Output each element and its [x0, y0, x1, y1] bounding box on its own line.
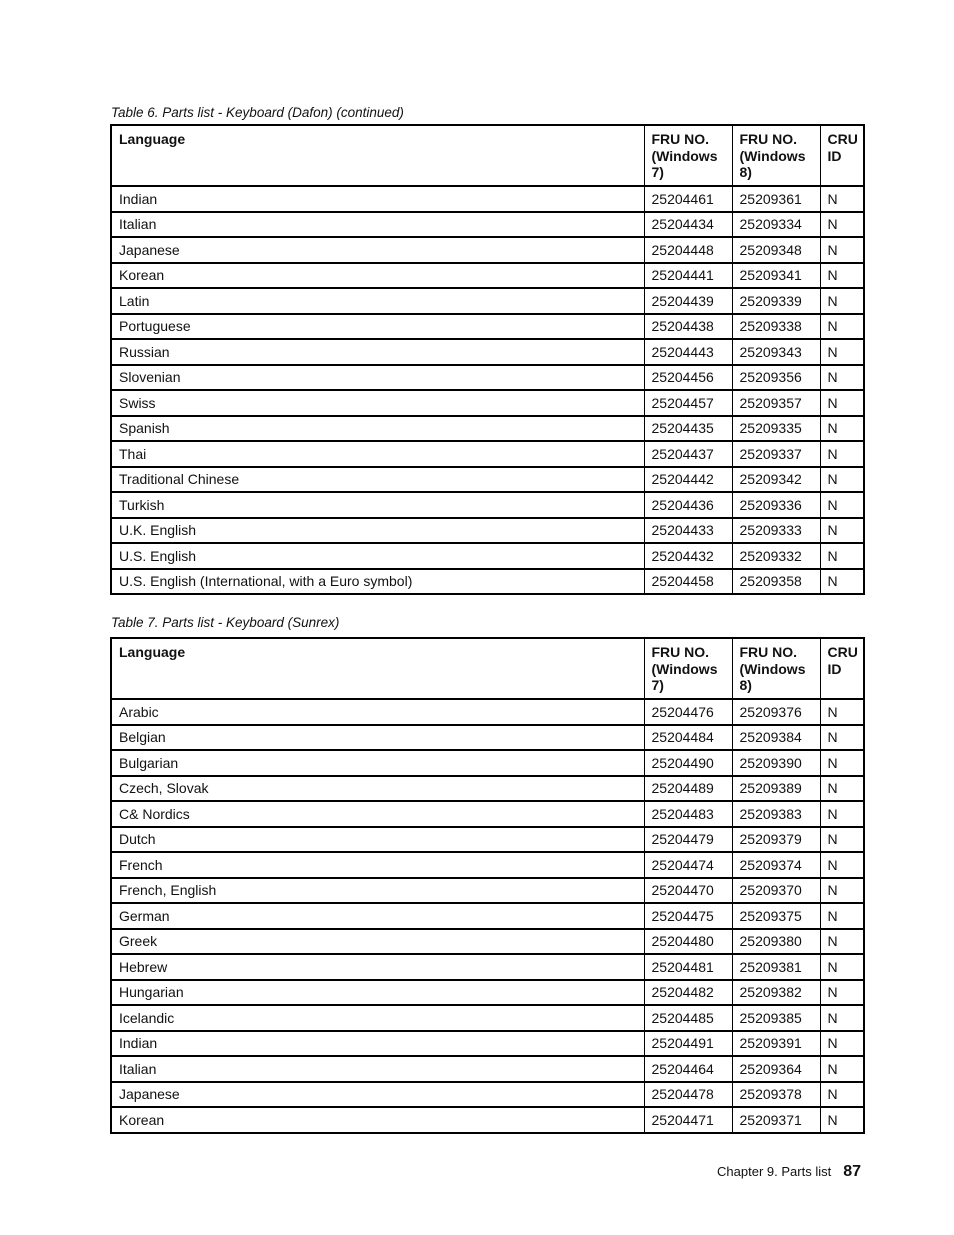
table-row [111, 878, 864, 904]
table-row [111, 339, 864, 365]
table-row [111, 852, 864, 878]
table-row [111, 699, 864, 725]
cell-fru-windows-7: 25204478 [644, 1082, 732, 1108]
cell-language: C& Nordics [111, 801, 644, 827]
cell-fru-windows-8: 25209389 [732, 776, 820, 802]
table-header-row [111, 125, 864, 186]
cell-cru-id: N [820, 212, 864, 238]
table-row [111, 441, 864, 467]
cell-fru-windows-7: 25204448 [644, 237, 732, 263]
table-row [111, 212, 864, 238]
cell-language: Thai [111, 441, 644, 467]
cell-cru-id: N [820, 801, 864, 827]
cell-language: Arabic [111, 699, 644, 725]
cell-cru-id: N [820, 288, 864, 314]
table-row [111, 725, 864, 751]
cell-fru-windows-7: 25204481 [644, 954, 732, 980]
cell-fru-windows-7: 25204435 [644, 416, 732, 442]
cell-language: Portuguese [111, 314, 644, 340]
table-row [111, 929, 864, 955]
table-row [111, 569, 864, 595]
cell-language: Russian [111, 339, 644, 365]
table-row [111, 518, 864, 544]
cell-fru-windows-7: 25204461 [644, 186, 732, 212]
cell-cru-id: N [820, 750, 864, 776]
cell-fru-windows-8: 25209343 [732, 339, 820, 365]
cell-fru-windows-8: 25209376 [732, 699, 820, 725]
cell-language: German [111, 903, 644, 929]
cell-fru-windows-8: 25209374 [732, 852, 820, 878]
header-fru-windows-8: FRU NO. (Windows 8) [732, 125, 820, 186]
cell-fru-windows-7: 25204442 [644, 467, 732, 493]
table-row [111, 237, 864, 263]
cell-fru-windows-7: 25204482 [644, 980, 732, 1006]
cell-language: Indian [111, 186, 644, 212]
table-row [111, 954, 864, 980]
table-body [111, 699, 864, 1133]
cell-fru-windows-7: 25204491 [644, 1031, 732, 1057]
cell-language: U.K. English [111, 518, 644, 544]
cell-cru-id: N [820, 954, 864, 980]
cell-fru-windows-7: 25204437 [644, 441, 732, 467]
cell-language: Korean [111, 263, 644, 289]
cell-language: Indian [111, 1031, 644, 1057]
cell-fru-windows-7: 25204480 [644, 929, 732, 955]
cell-language: U.S. English (International, with a Euro symbol) [111, 569, 644, 595]
cell-cru-id: N [820, 441, 864, 467]
table-header-row [111, 638, 864, 699]
cell-fru-windows-8: 25209337 [732, 441, 820, 467]
table-row [111, 263, 864, 289]
cell-fru-windows-8: 25209333 [732, 518, 820, 544]
cell-fru-windows-7: 25204456 [644, 365, 732, 391]
cell-fru-windows-8: 25209375 [732, 903, 820, 929]
cell-language: Hebrew [111, 954, 644, 980]
cell-language: Japanese [111, 1082, 644, 1108]
cell-cru-id: N [820, 1082, 864, 1108]
cell-cru-id: N [820, 827, 864, 853]
cell-language: Turkish [111, 492, 644, 518]
cell-fru-windows-7: 25204483 [644, 801, 732, 827]
cell-fru-windows-8: 25209370 [732, 878, 820, 904]
page-number: 87 [843, 1163, 861, 1180]
cell-fru-windows-8: 25209384 [732, 725, 820, 751]
table-row [111, 1082, 864, 1108]
cell-language: Latin [111, 288, 644, 314]
cell-language: Czech, Slovak [111, 776, 644, 802]
cell-fru-windows-8: 25209391 [732, 1031, 820, 1057]
cell-fru-windows-7: 25204457 [644, 390, 732, 416]
page-footer [717, 1163, 861, 1181]
cell-fru-windows-8: 25209342 [732, 467, 820, 493]
cell-language: Hungarian [111, 980, 644, 1006]
table-row [111, 1107, 864, 1133]
table-row [111, 390, 864, 416]
cell-fru-windows-7: 25204479 [644, 827, 732, 853]
cell-fru-windows-7: 25204443 [644, 339, 732, 365]
cell-language: Bulgarian [111, 750, 644, 776]
header-cru-id: CRU ID [820, 638, 864, 699]
cell-fru-windows-8: 25209390 [732, 750, 820, 776]
cell-language: Korean [111, 1107, 644, 1133]
cell-fru-windows-8: 25209371 [732, 1107, 820, 1133]
cell-fru-windows-7: 25204475 [644, 903, 732, 929]
cell-cru-id: N [820, 1107, 864, 1133]
table-row [111, 980, 864, 1006]
cell-language: Swiss [111, 390, 644, 416]
cell-language: Greek [111, 929, 644, 955]
table-7-caption: Table 7. Parts list - Keyboard (Sunrex) [111, 615, 340, 630]
cell-cru-id: N [820, 569, 864, 595]
table-row [111, 1005, 864, 1031]
table-row [111, 827, 864, 853]
cell-fru-windows-8: 25209379 [732, 827, 820, 853]
cell-fru-windows-8: 25209381 [732, 954, 820, 980]
cell-fru-windows-8: 25209335 [732, 416, 820, 442]
cell-fru-windows-8: 25209361 [732, 186, 820, 212]
table-row [111, 543, 864, 569]
cell-cru-id: N [820, 1005, 864, 1031]
table-row [111, 186, 864, 212]
table-row [111, 492, 864, 518]
cell-fru-windows-7: 25204484 [644, 725, 732, 751]
cell-cru-id: N [820, 543, 864, 569]
cell-cru-id: N [820, 878, 864, 904]
cell-fru-windows-8: 25209385 [732, 1005, 820, 1031]
cell-fru-windows-8: 25209338 [732, 314, 820, 340]
footer-chapter: Chapter 9. Parts list [717, 1164, 832, 1179]
cell-language: Slovenian [111, 365, 644, 391]
header-fru-windows-8: FRU NO. (Windows 8) [732, 638, 820, 699]
cell-cru-id: N [820, 263, 864, 289]
cell-fru-windows-7: 25204436 [644, 492, 732, 518]
cell-fru-windows-8: 25209358 [732, 569, 820, 595]
table-row [111, 467, 864, 493]
cell-fru-windows-7: 25204470 [644, 878, 732, 904]
table-row [111, 903, 864, 929]
cell-cru-id: N [820, 776, 864, 802]
table-row [111, 288, 864, 314]
cell-fru-windows-8: 25209348 [732, 237, 820, 263]
header-language: Language [111, 638, 644, 699]
cell-cru-id: N [820, 699, 864, 725]
cell-cru-id: N [820, 314, 864, 340]
cell-language: Italian [111, 212, 644, 238]
cell-fru-windows-8: 25209378 [732, 1082, 820, 1108]
cell-fru-windows-8: 25209336 [732, 492, 820, 518]
cell-language: Spanish [111, 416, 644, 442]
cell-fru-windows-7: 25204458 [644, 569, 732, 595]
cell-cru-id: N [820, 416, 864, 442]
cell-fru-windows-7: 25204438 [644, 314, 732, 340]
cell-cru-id: N [820, 1031, 864, 1057]
cell-cru-id: N [820, 186, 864, 212]
cell-language: French [111, 852, 644, 878]
cell-fru-windows-8: 25209332 [732, 543, 820, 569]
cell-cru-id: N [820, 365, 864, 391]
table-row [111, 750, 864, 776]
cell-language: Belgian [111, 725, 644, 751]
table-body [111, 186, 864, 594]
cell-cru-id: N [820, 929, 864, 955]
cell-fru-windows-8: 25209382 [732, 980, 820, 1006]
cell-cru-id: N [820, 339, 864, 365]
cell-language: Dutch [111, 827, 644, 853]
table-row [111, 314, 864, 340]
cell-cru-id: N [820, 492, 864, 518]
table-row [111, 1031, 864, 1057]
header-fru-windows-7: FRU NO. (Windows 7) [644, 638, 732, 699]
cell-language: French, English [111, 878, 644, 904]
cell-cru-id: N [820, 518, 864, 544]
cell-language: U.S. English [111, 543, 644, 569]
cell-language: Traditional Chinese [111, 467, 644, 493]
cell-fru-windows-8: 25209334 [732, 212, 820, 238]
cell-fru-windows-7: 25204476 [644, 699, 732, 725]
cell-fru-windows-8: 25209339 [732, 288, 820, 314]
cell-cru-id: N [820, 467, 864, 493]
table-row [111, 365, 864, 391]
table-6-caption: Table 6. Parts list - Keyboard (Dafon) (continued) [111, 105, 404, 120]
cell-cru-id: N [820, 237, 864, 263]
parts-table-dafon [110, 124, 865, 595]
cell-cru-id: N [820, 903, 864, 929]
cell-language: Italian [111, 1056, 644, 1082]
cell-cru-id: N [820, 1056, 864, 1082]
cell-fru-windows-7: 25204433 [644, 518, 732, 544]
cell-fru-windows-8: 25209341 [732, 263, 820, 289]
cell-fru-windows-8: 25209380 [732, 929, 820, 955]
cell-fru-windows-7: 25204432 [644, 543, 732, 569]
cell-cru-id: N [820, 390, 864, 416]
cell-fru-windows-7: 25204471 [644, 1107, 732, 1133]
cell-fru-windows-7: 25204441 [644, 263, 732, 289]
cell-fru-windows-8: 25209383 [732, 801, 820, 827]
cell-fru-windows-8: 25209364 [732, 1056, 820, 1082]
cell-fru-windows-7: 25204434 [644, 212, 732, 238]
header-language: Language [111, 125, 644, 186]
cell-cru-id: N [820, 980, 864, 1006]
cell-fru-windows-7: 25204490 [644, 750, 732, 776]
cell-fru-windows-7: 25204474 [644, 852, 732, 878]
table-row [111, 416, 864, 442]
cell-language: Icelandic [111, 1005, 644, 1031]
cell-cru-id: N [820, 852, 864, 878]
cell-fru-windows-8: 25209357 [732, 390, 820, 416]
table-row [111, 801, 864, 827]
header-fru-windows-7: FRU NO. (Windows 7) [644, 125, 732, 186]
table-row [111, 776, 864, 802]
parts-table-sunrex [110, 637, 865, 1134]
cell-fru-windows-7: 25204439 [644, 288, 732, 314]
cell-fru-windows-7: 25204489 [644, 776, 732, 802]
cell-fru-windows-7: 25204485 [644, 1005, 732, 1031]
cell-fru-windows-7: 25204464 [644, 1056, 732, 1082]
cell-language: Japanese [111, 237, 644, 263]
table-row [111, 1056, 864, 1082]
cell-fru-windows-8: 25209356 [732, 365, 820, 391]
cell-cru-id: N [820, 725, 864, 751]
header-cru-id: CRU ID [820, 125, 864, 186]
